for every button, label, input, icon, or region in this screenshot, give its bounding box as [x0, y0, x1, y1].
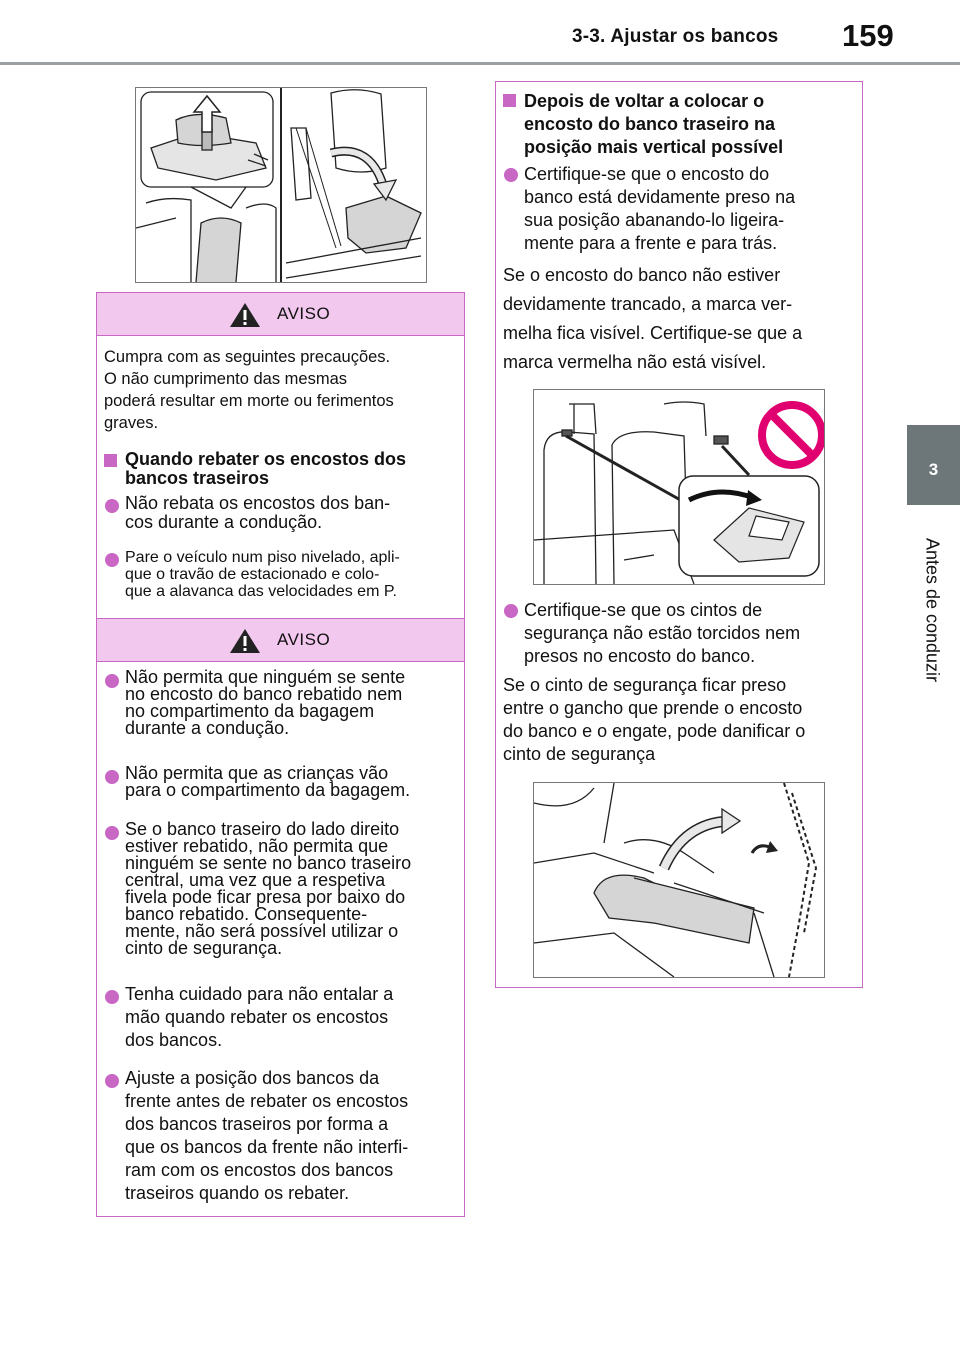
prohibition-icon	[762, 405, 822, 465]
warning-bullet: Tenha cuidado para não entalar a mão quando rebater os encostos dos bancos.	[125, 984, 394, 1050]
warning-bullet: Se o banco traseiro do lado direito estiver rebatido, não permita que ninguém se sente no banco traseiro central, uma vez que a respetiva fivela pode ficar presa por baixo do banco rebatido. Consequente- mente, não será possível utilizar o cinto de segurança.	[125, 819, 412, 958]
heading-square-bullet	[503, 94, 516, 107]
lock-indicator-diagram	[534, 390, 824, 584]
info-paragraph: Se o encosto do banco não estiver devidamente trancado, a marca ver- melha fica visível. Certifique-se que a marca vermelha não está visível.	[503, 265, 803, 372]
warning-triangle-icon	[228, 627, 262, 655]
warning-label: AVISO	[277, 304, 331, 323]
chapter-number: 3	[928, 460, 939, 479]
bullet-dot	[105, 990, 119, 1004]
bullet-dot	[504, 168, 518, 182]
fold-arrow-icon	[331, 151, 396, 200]
page-number: 159	[842, 18, 894, 53]
warning-bullet: Ajuste a posição dos bancos da frente antes de rebater os encostos dos bancos traseiros por forma a que os bancos da frente não interfi- ram com os encostos dos bancos traseiros quando os rebater.	[125, 1068, 409, 1203]
warning-box	[96, 292, 465, 1217]
info-bullet: Certifique-se que o encosto do banco está devidamente preso na sua posição abanando-lo ligeira- mente para a frente e para trás.	[524, 164, 796, 253]
warning-heading: Quando rebater os encostos dos bancos traseiros	[125, 449, 407, 488]
bullet-dot	[105, 499, 119, 513]
warning-intro: Cumpra com as seguintes precauções. O não cumprimento das mesmas poderá resultar em morte ou ferimentos graves.	[104, 348, 394, 432]
chapter-label: Antes de conduzir	[922, 537, 943, 683]
bullet-dot	[105, 826, 119, 840]
bullet-dot	[105, 770, 119, 784]
illustration-fold-seatback	[135, 87, 427, 283]
section-title: 3-3. Ajustar os bancos	[572, 26, 779, 47]
warning-bullet: Não permita que as crianças vão para o compartimento da bagagem.	[125, 763, 411, 800]
illustration-red-mark	[533, 389, 825, 585]
warning-header	[97, 618, 464, 662]
seatback-diagram	[136, 88, 426, 282]
illustration-seat-belt	[533, 782, 825, 978]
warning-header	[97, 293, 464, 336]
inset-panel	[679, 476, 819, 576]
rotate-arrow-icon	[664, 809, 778, 868]
warning-label: AVISO	[277, 630, 331, 649]
info-box	[495, 81, 863, 988]
bullet-dot	[105, 1074, 119, 1088]
heading-square-bullet	[104, 454, 117, 467]
bullet-dot	[105, 553, 119, 567]
header-rule	[0, 62, 960, 65]
warning-bullet: Pare o veículo num piso nivelado, apli- que o travão de estacionado e colo- que a alavanca das velocidades em P.	[125, 549, 400, 600]
seat-belt-diagram	[534, 783, 824, 977]
info-paragraph: Se o cinto de segurança ficar preso entre o gancho que prende o encosto do banco e o engate, pode danificar o cinto de segurança	[503, 675, 806, 764]
warning-bullet: Não rebata os encostos dos ban- cos durante a condução.	[125, 493, 391, 532]
warning-bullet: Não permita que ninguém se sente no encosto do banco rebatido nem no compartimento da bagagem durante a condução.	[125, 667, 406, 738]
info-bullet: Certifique-se que os cintos de segurança não estão torcidos nem presos no encosto do banco.	[524, 600, 801, 666]
chapter-tab[interactable]	[907, 425, 960, 505]
bullet-dot	[105, 674, 119, 688]
info-heading: Depois de voltar a colocar o encosto do banco traseiro na posição mais vertical possível	[524, 91, 784, 157]
warning-triangle-icon	[228, 301, 262, 329]
bullet-dot	[504, 604, 518, 618]
